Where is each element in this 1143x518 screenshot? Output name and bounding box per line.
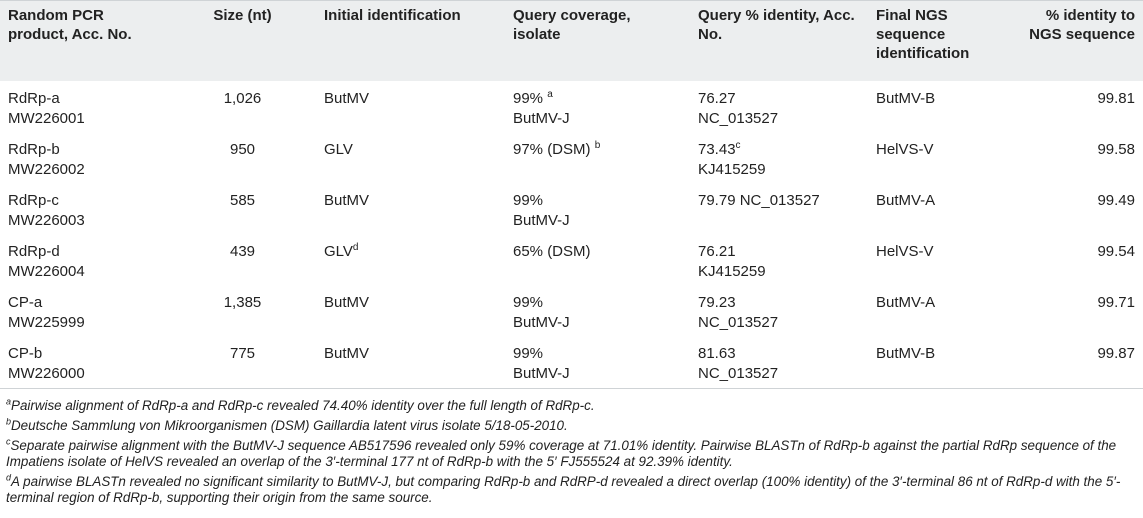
cell-size: 585 — [229, 192, 256, 209]
cell-initial — [316, 338, 505, 389]
footnote — [6, 474, 1136, 506]
header-query-coverage: Query coverage, isolate — [513, 7, 631, 43]
product-name: RdRp-c — [8, 192, 59, 209]
cell-ngs-identity: 99.54 — [1097, 243, 1135, 260]
product-name: CP-b — [8, 345, 43, 362]
identity-value: 73.43 — [698, 141, 736, 158]
header-identity-ngs: % identity to NGS sequence — [1029, 7, 1135, 43]
table-row — [0, 134, 1143, 185]
product-name: CP-a — [8, 294, 43, 311]
identity-footnote-ref: c — [735, 140, 741, 151]
product-name: RdRp-a — [8, 90, 60, 107]
header-final-ngs: Final NGS sequence identification — [876, 7, 970, 62]
coverage-value: 99% — [513, 345, 544, 362]
coverage-value: 99% — [513, 294, 544, 311]
footnote-text: Pairwise alignment of RdRp-a and RdRp-c revealed 74.40% identity over the full length of RdRp-c. — [11, 398, 595, 413]
identity-value: 81.63 — [698, 345, 736, 362]
cell-coverage — [505, 134, 690, 185]
header-query-identity: Query % identity, Acc. No. — [698, 7, 855, 43]
cell-product — [0, 338, 169, 389]
cell-ngs-identity: 99.58 — [1097, 141, 1135, 158]
initial-id: ButMV — [324, 192, 370, 209]
header-size: Size (nt) — [213, 7, 272, 24]
identity-value: 76.27 — [698, 90, 736, 107]
cell-final-ngs: HelVS-V — [876, 141, 934, 158]
cell-product — [0, 236, 169, 287]
cell-final-ngs: ButMV-B — [876, 345, 936, 362]
coverage-isolate: ButMV-J — [513, 365, 570, 382]
cell-size: 1,385 — [223, 294, 262, 311]
cell-product — [0, 185, 169, 236]
cell-coverage — [505, 338, 690, 389]
cell-initial — [316, 81, 505, 134]
table-row — [0, 185, 1143, 236]
footnote-label: a — [6, 396, 12, 407]
cell-coverage — [505, 236, 690, 287]
identity-accession: KJ415259 — [698, 161, 766, 178]
initial-id: ButMV — [324, 345, 370, 362]
coverage-isolate: ButMV-J — [513, 110, 570, 127]
cell-initial — [316, 236, 505, 287]
header-product: Random PCR product, Acc. No. — [8, 7, 132, 43]
footnote-text: A pairwise BLASTn revealed no significant similarity to ButMV-J, but comparing RdRp-b and RdRP-d revealed a direct overlap (100% identity) of the 3′-terminal 86 nt of RdRp-d with the 5′-terminal region of RdRp-b, supporting their origin from the same source. — [6, 474, 1121, 505]
cell-final-ngs: ButMV-A — [876, 192, 936, 209]
cell-ngs-identity: 99.71 — [1097, 294, 1135, 311]
identity-value: 79.23 — [698, 294, 736, 311]
cell-size: 775 — [229, 345, 256, 362]
cell-initial — [316, 134, 505, 185]
cell-coverage — [505, 185, 690, 236]
cell-size: 1,026 — [223, 90, 262, 107]
coverage-value: 99% — [513, 192, 544, 209]
table-top-rule — [0, 0, 1143, 1]
initial-id: GLV — [324, 243, 353, 260]
cell-size: 950 — [229, 141, 256, 158]
cell-size: 439 — [229, 243, 256, 260]
footnotes — [6, 398, 1136, 510]
product-accession: MW226001 — [8, 110, 85, 127]
footnote — [6, 418, 1136, 434]
cell-identity — [690, 287, 868, 338]
cell-identity — [690, 185, 868, 236]
footnote — [6, 398, 1136, 414]
cell-ngs-identity: 99.49 — [1097, 192, 1135, 209]
product-accession: MW225999 — [8, 314, 85, 331]
identity-accession: NC_013527 — [698, 110, 779, 127]
cell-identity — [690, 338, 868, 389]
table-row — [0, 81, 1143, 134]
cell-final-ngs: ButMV-A — [876, 294, 936, 311]
footnote-label: b — [6, 416, 12, 427]
footnote-text: Deutsche Sammlung von Mikroorganismen (DSM) Gaillardia latent virus isolate 5/18-05-2010. — [11, 418, 568, 433]
cell-final-ngs: HelVS-V — [876, 243, 934, 260]
cell-identity — [690, 236, 868, 287]
identity-accession: NC_013527 — [698, 365, 779, 382]
coverage-footnote-ref: b — [594, 140, 601, 151]
cell-ngs-identity: 99.87 — [1097, 345, 1135, 362]
footnote-label: d — [6, 472, 12, 483]
product-accession: MW226003 — [8, 212, 85, 229]
cell-identity — [690, 81, 868, 134]
footnote-text: Separate pairwise alignment with the ButMV-J sequence AB517596 revealed only 59% coverage at 71.01% identity. Pairwise BLASTn of RdRp-b against the partial RdRp sequence of the Impatiens isolate of HelVS revealed an overlap of the 3′-terminal 177 nt of RdRp-b with the 5′ FJ555524 at 92.39% identity. — [6, 438, 1117, 469]
coverage-value: 99% — [513, 90, 544, 107]
identity-value: 76.21 — [698, 243, 736, 260]
cell-identity — [690, 134, 868, 185]
coverage-value: 65% (DSM) — [513, 243, 591, 260]
identity-accession: NC_013527 — [698, 314, 779, 331]
cell-ngs-identity: 99.81 — [1097, 90, 1135, 107]
footnote-label: c — [6, 436, 11, 447]
product-accession: MW226000 — [8, 365, 85, 382]
coverage-isolate: ButMV-J — [513, 314, 570, 331]
cell-initial — [316, 185, 505, 236]
coverage-value: 97% (DSM) — [513, 141, 591, 158]
cell-coverage — [505, 287, 690, 338]
table-bottom-rule — [0, 388, 1143, 389]
footnote — [6, 438, 1136, 470]
initial-footnote-ref: d — [352, 242, 359, 253]
coverage-isolate: ButMV-J — [513, 212, 570, 229]
coverage-footnote-ref: a — [547, 89, 553, 100]
initial-id: ButMV — [324, 90, 370, 107]
product-accession: MW226002 — [8, 161, 85, 178]
table-row — [0, 287, 1143, 338]
product-name: RdRp-d — [8, 243, 60, 260]
identity-accession: KJ415259 — [698, 263, 766, 280]
table-header-row — [0, 0, 1143, 81]
product-name: RdRp-b — [8, 141, 60, 158]
table-row — [0, 236, 1143, 287]
table-row — [0, 338, 1143, 389]
cell-product — [0, 81, 169, 134]
cell-final-ngs: ButMV-B — [876, 90, 936, 107]
cell-product — [0, 287, 169, 338]
product-accession: MW226004 — [8, 263, 85, 280]
cell-coverage — [505, 81, 690, 134]
initial-id: GLV — [324, 141, 353, 158]
cell-product — [0, 134, 169, 185]
header-initial-identification: Initial identification — [324, 7, 461, 24]
initial-id: ButMV — [324, 294, 370, 311]
cell-initial — [316, 287, 505, 338]
identity-value: 79.79 NC_013527 — [698, 192, 820, 209]
